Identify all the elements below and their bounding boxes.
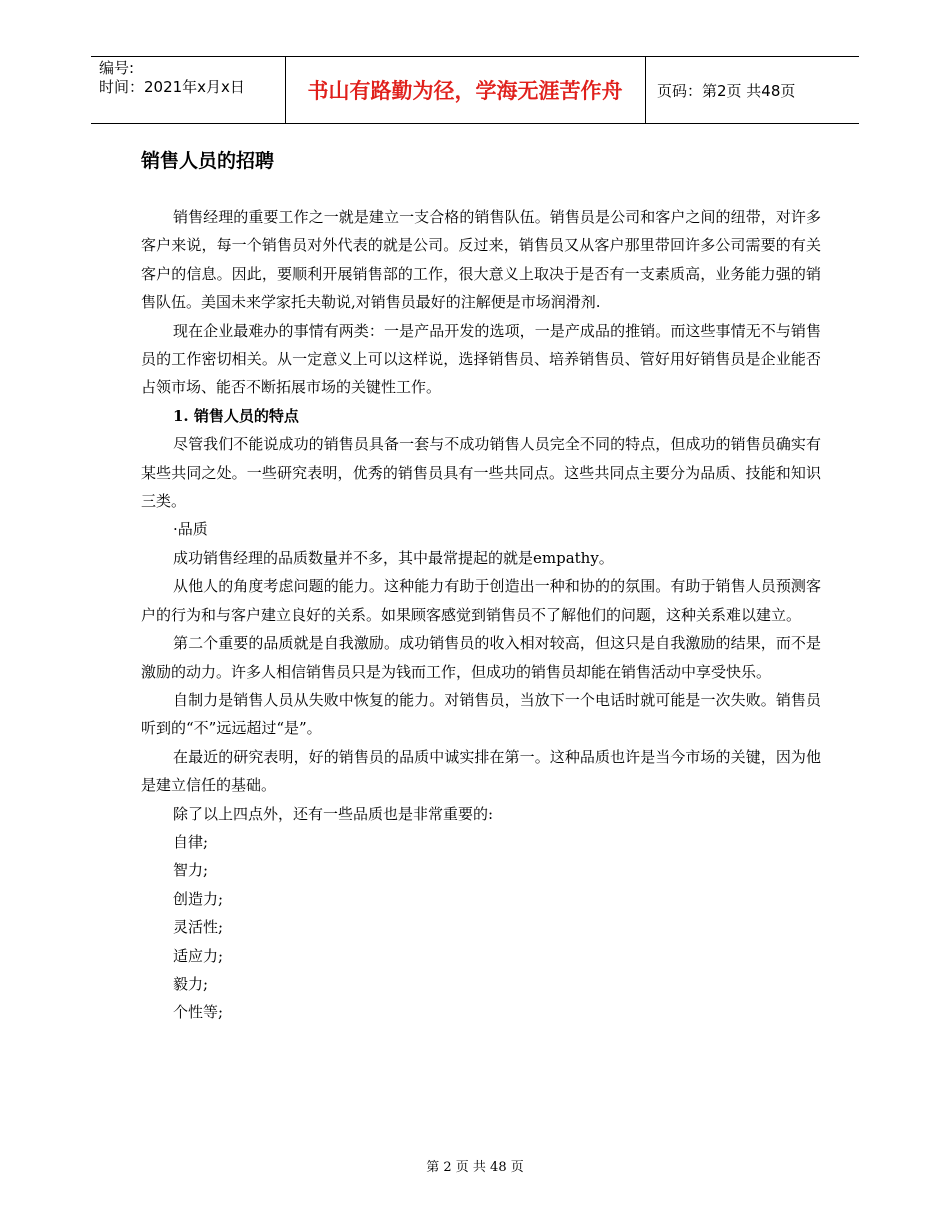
paragraph: 自制力是销售人员从失败中恢复的能力。对销售员，当放下一个电话时就可能是一次失败。销售员听到的“不”远远超过“是”。 — [141, 690, 821, 738]
paragraph: 从他人的角度考虑问题的能力。这种能力有助于创造出一种和协的的氛围。有助于销售人员预测客户的行为和与客户建立良好的关系。如果顾客感觉到销售员不了解他们的问题，这种关系难以建立。 — [141, 577, 821, 624]
header-page-label: 页码：第2页 共48页 — [657, 81, 796, 100]
header-divider — [645, 57, 646, 123]
paragraph: 现在企业最难办的事情有两类：一是产品开发的选项，一是产成品的推销。而这些事情无不与销售员的工作密切相关。从一定意义上可以这样说，选择销售员、培养销售员、管好用好销售员是企业能否占领市场、能否不断拓展市场的关键性工作。 — [141, 321, 821, 397]
list-item: 适应力; — [173, 946, 224, 965]
list-item: 自律; — [173, 832, 209, 851]
list-item: 智力; — [173, 861, 209, 880]
bullet-heading: ·品质 — [173, 520, 208, 539]
list-item: 灵活性; — [173, 918, 224, 937]
header-meta — [99, 59, 245, 97]
page-header — [91, 56, 859, 124]
list-item: 毅力; — [173, 974, 209, 993]
paragraph: 除了以上四点外，还有一些品质也是非常重要的: — [173, 804, 494, 823]
header-slogan: 书山有路勤为径，学海无涯苦作舟 — [307, 79, 623, 103]
document-title: 销售人员的招聘 — [141, 150, 275, 172]
paragraph: 第二个重要的品质就是自我激励。成功销售员的收入相对较高，但这只是自我激励的结果，而不是激励的动力。许多人相信销售员只是为钱而工作，但成功的销售员却能在销售活动中享受快乐。 — [141, 634, 821, 681]
document-body — [141, 203, 821, 1027]
paragraph: 成功销售经理的品质数量并不多，其中最常提起的就是empathy。 — [173, 548, 614, 567]
paragraph: 销售经理的重要工作之一就是建立一支合格的销售队伍。销售员是公司和客户之间的纽带，对许多客户来说，每一个销售员对外代表的就是公司。反过来，销售员又从客户那里带回许多公司需要的有关客户的信息。因此，要顺利开展销售部的工作，很大意义上取决于是否有一支素质高，业务能力强的销售队伍。美国未来学家托夫勒说,对销售员最好的注解便是市场润滑剂. — [141, 208, 821, 312]
paragraph: 在最近的研究表明，好的销售员的品质中诚实排在第一。这种品质也许是当今市场的关键，因为他是建立信任的基础。 — [141, 747, 821, 795]
page-footer: 第 2 页 共 48 页 — [426, 1160, 524, 1175]
list-item: 创造力; — [173, 889, 224, 908]
list-item: 个性等; — [173, 1003, 224, 1022]
paragraph: 尽管我们不能说成功的销售员具备一套与不成功销售人员完全不同的特点，但成功的销售员确实有某些共同之处。一些研究表明，优秀的销售员具有一些共同点。这些共同点主要分为品质、技能和知识三类。 — [141, 435, 821, 511]
number-label: 编号: — [99, 59, 135, 77]
section-heading: 1. 销售人员的特点 — [173, 406, 299, 425]
time-label: 时间：2021年x月x日 — [99, 78, 245, 96]
